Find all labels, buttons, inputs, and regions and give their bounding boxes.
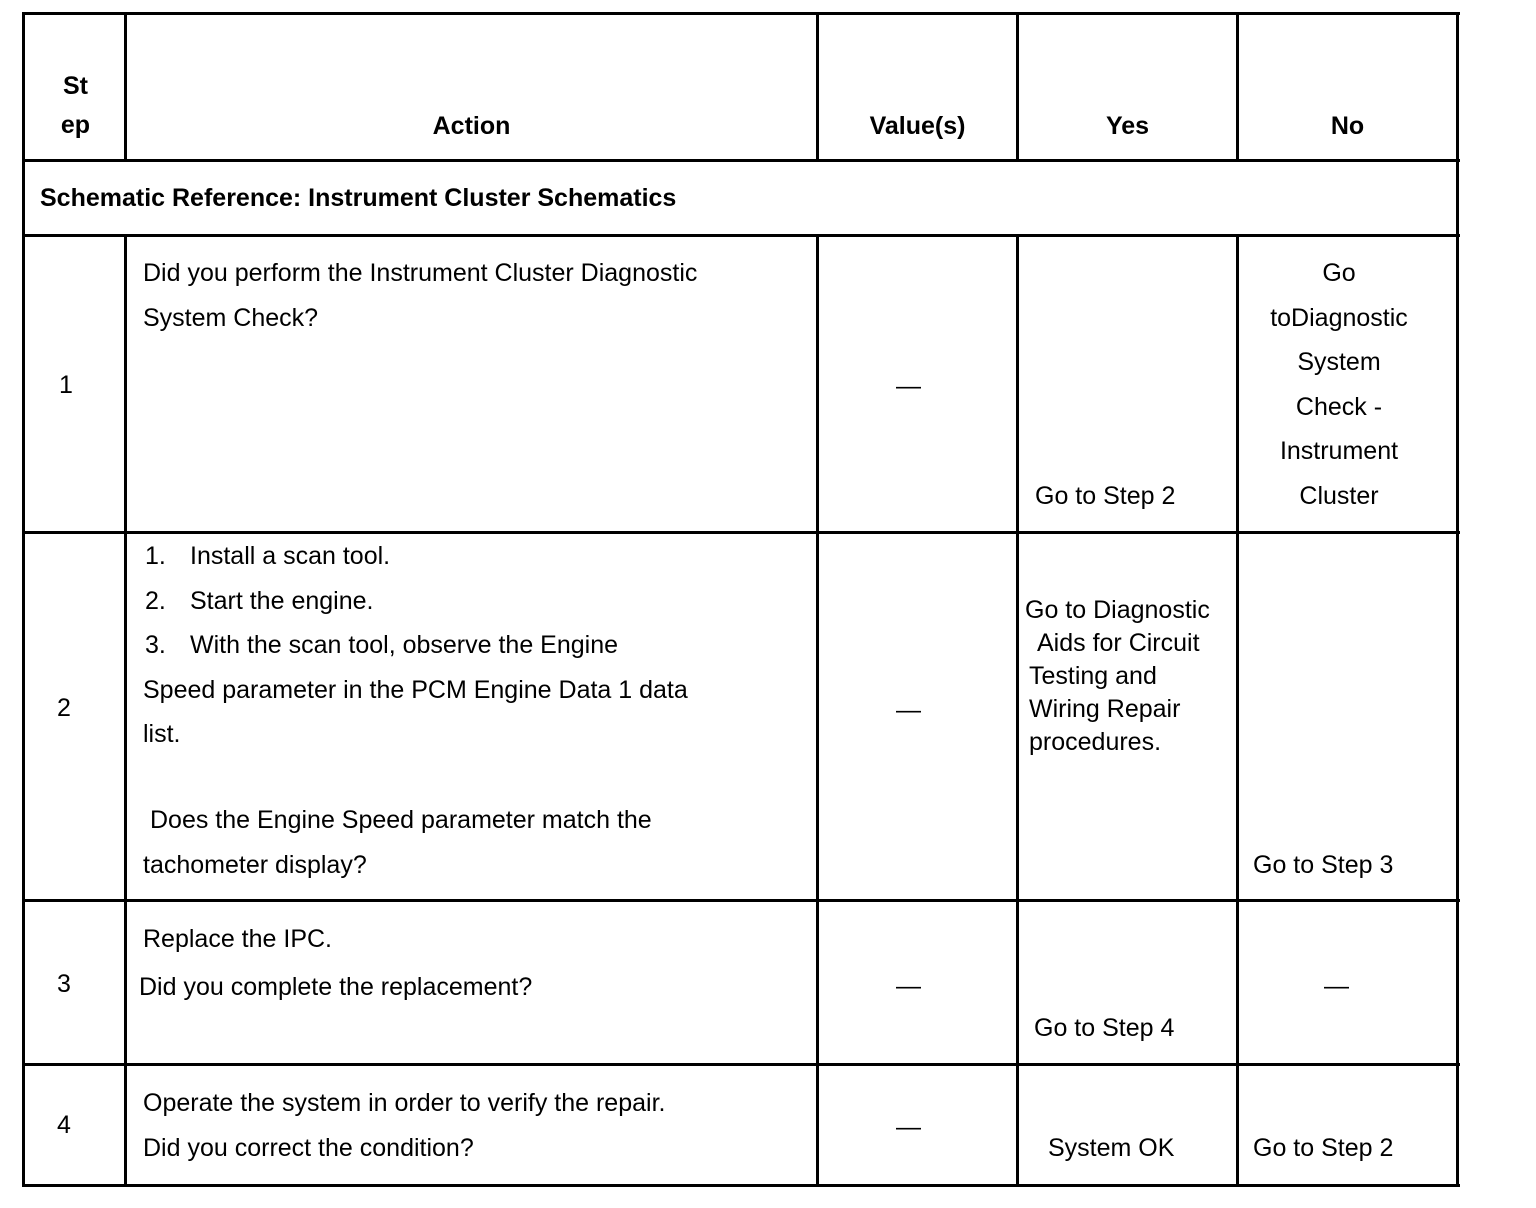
row-3-action-line: Replace the IPC. [143, 925, 332, 953]
row-2-yes [1025, 594, 1235, 759]
header-step-line2: ep [60, 111, 91, 139]
row-1-no-line: Check - [1295, 392, 1383, 421]
row-2-yes-line: Aids for Circuit [1037, 629, 1200, 657]
row-3-step: 3 [57, 970, 71, 998]
row-2-no: Go to Step 3 [1253, 851, 1394, 879]
row-1-action [143, 251, 697, 341]
row-1-no-line: Cluster [1299, 481, 1379, 510]
row-2-yes-line: procedures. [1029, 728, 1162, 756]
table-border-top [22, 12, 1460, 15]
row-2-list-text: Start the engine. [190, 587, 374, 615]
row-2-list-text: With the scan tool, observe the Engine [190, 631, 619, 659]
header-step-line1: St [63, 72, 88, 100]
row-3-no: — [1324, 972, 1349, 1000]
row-1-no-line: Go [1322, 259, 1356, 287]
row-2-action-cont: Speed parameter in the PCM Engine Data 1 data [143, 676, 688, 704]
row-2-divider [22, 899, 1460, 902]
row-4-step: 4 [57, 1111, 71, 1139]
row-2-action-cont: list. [143, 720, 181, 748]
row-4-action-line: Did you correct the condition? [143, 1134, 474, 1162]
header-action: Action [432, 112, 511, 140]
header-no: No [1330, 112, 1365, 140]
schematic-reference: Schematic Reference: Instrument Cluster Schematics [40, 184, 677, 212]
row-2-list-num: 1. [145, 542, 166, 570]
row-3-action-line: Did you complete the replacement? [139, 973, 533, 1001]
header-step [27, 67, 124, 145]
col-divider-step [124, 234, 127, 1187]
row-2-list-num: 2. [145, 587, 166, 615]
row-4-value: — [896, 1113, 921, 1141]
col-divider-action [816, 234, 819, 1187]
row-2-yes-line: Wiring Repair [1029, 695, 1181, 723]
row-2-step: 2 [57, 694, 71, 722]
row-1-no-line: System [1297, 348, 1381, 376]
row-4-no: Go to Step 2 [1253, 1134, 1394, 1162]
col-divider-values [1016, 234, 1019, 1187]
row-1-value: — [896, 372, 921, 400]
row-1-no-line: Instrument [1279, 437, 1399, 465]
row-4-yes: System OK [1048, 1134, 1175, 1162]
table-border-bottom [22, 1184, 1460, 1187]
row-2-value: — [896, 696, 921, 724]
header-divider [22, 159, 1460, 162]
row-2-yes-line: Testing and [1029, 662, 1157, 690]
row-3-value: — [896, 972, 921, 1000]
row-3-yes: Go to Step 4 [1034, 1014, 1175, 1042]
table-border-right [1456, 12, 1459, 1187]
header-values: Value(s) [869, 112, 966, 140]
row-4-action-line: Operate the system in order to verify the repair. [143, 1089, 666, 1117]
row-2-yes-line: Go to Diagnostic [1025, 596, 1210, 624]
row-2-list-text: Install a scan tool. [190, 542, 391, 570]
row-1-step: 1 [59, 371, 73, 399]
row-1-no-line: toDiagnostic [1270, 303, 1408, 332]
row-1-no [1239, 251, 1439, 518]
table-border-left [22, 12, 25, 1187]
row-3-divider [22, 1063, 1460, 1066]
row-2-action-question: Does the Engine Speed parameter match the [150, 806, 652, 834]
header-yes: Yes [1105, 112, 1150, 140]
row-1-action-line: System Check? [143, 304, 319, 332]
row-1-yes: Go to Step 2 [1035, 482, 1176, 510]
row-2-list-num: 3. [145, 631, 166, 659]
row-2-action-question: tachometer display? [143, 851, 367, 879]
row-1-action-line: Did you perform the Instrument Cluster Diagnostic [143, 259, 698, 287]
reference-divider [22, 234, 1460, 237]
